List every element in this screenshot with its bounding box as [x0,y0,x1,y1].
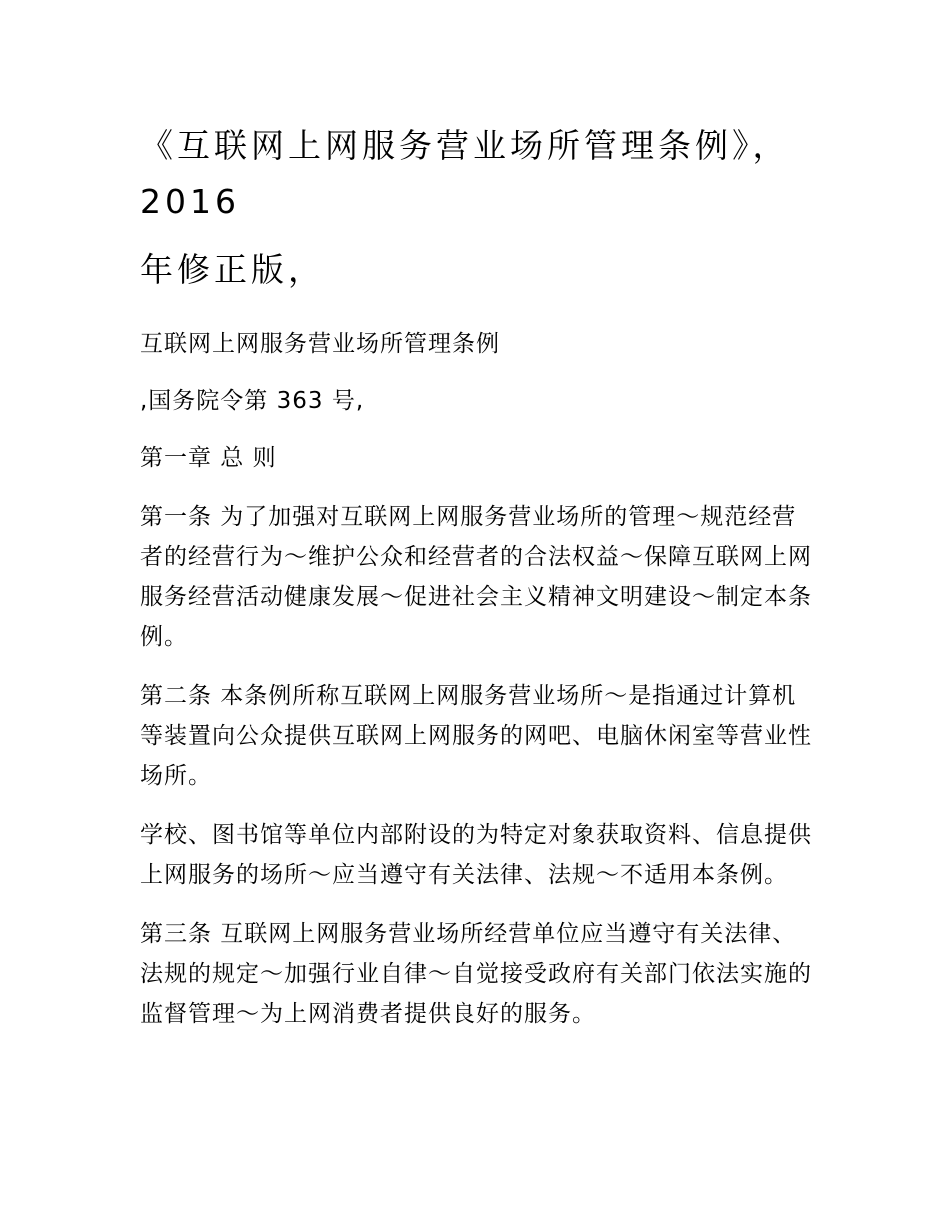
document-title-line1: 《互联网上网服务营业场所管理条例》， [140,126,790,165]
document-page [140,118,815,1034]
article-2: 第二条 本条例所称互联网上网服务营业场所～是指通过计算机等装置向公众提供互联网上网服务的网吧、电脑休闲室等营业性场所。 [140,683,812,789]
document-title-line3: 年修正版， [140,250,325,289]
article-1: 第一条 为了加强对互联网上网服务营业场所的管理～规范经营者的经营行为～维护公众和经营者的合法权益～保障互联网上网服务经营活动健康发展～促进社会主义精神文明建设～制定本条例。 [140,504,812,650]
article-3: 第三条 互联网上网服务营业场所经营单位应当遵守有关法律、法规的规定～加强行业自律～自觉接受政府有关部门依法实施的监督管理～为上网消费者提供良好的服务。 [140,921,812,1027]
regulation-name: 互联网上网服务营业场所管理条例 [140,331,500,357]
document-title-line2: 2016 [140,182,240,221]
chapter-heading: 第一章 总 则 [140,445,277,471]
decree-number: ,国务院令第 363 号, [140,388,365,414]
article-2-clause: 学校、图书馆等单位内部附设的为特定对象获取资料、信息提供上网服务的场所～应当遵守有关法律、法规～不适用本条例。 [140,822,812,888]
